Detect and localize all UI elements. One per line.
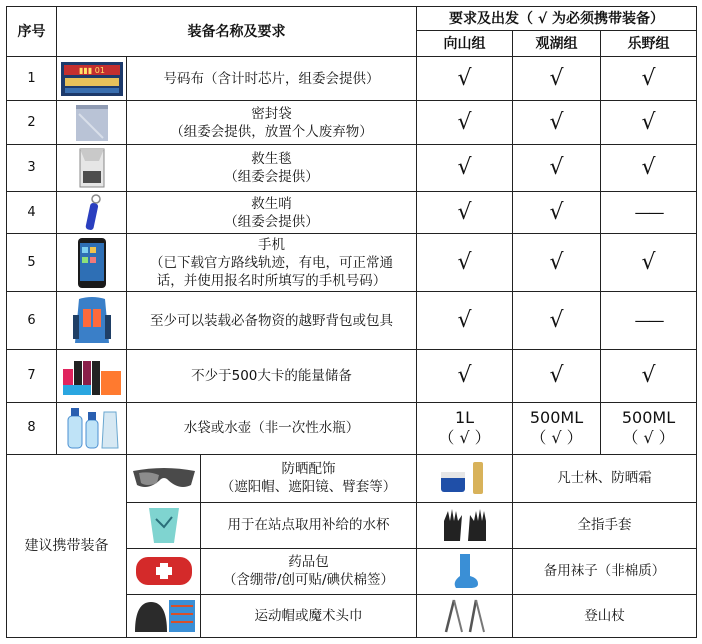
whistle-image [57,192,127,234]
table-row [7,145,697,192]
suggested-row [7,454,697,502]
phone-image [57,234,127,292]
check-mark: √ [601,234,697,292]
water-bottle-image [57,402,127,454]
not-required-dash: —— [601,192,697,234]
check-mark: √ [601,57,697,101]
equipment-table [6,6,696,638]
item-description: 密封袋 （组委会提供，放置个人废弃物） [127,101,417,145]
suggested-side-text: 登山杖 [513,594,697,637]
hat-image [127,594,201,637]
check-mark: √ [417,101,513,145]
row-seq: 2 [7,101,57,145]
check-mark: （ √ ） [438,428,491,448]
header-requirement: 要求及出发（ √ 为必须携带装备） [417,7,697,31]
check-mark: （ √ ） [530,428,583,448]
suggested-description: 运动帽或魔术头巾 [201,594,417,637]
vaseline-sunscreen-image [417,454,513,502]
header-group-1: 向山组 [417,31,513,57]
table-row [7,234,697,292]
check-mark: √ [513,145,601,192]
row-seq: 8 [7,402,57,454]
check-mark: √ [417,292,513,350]
sealed-bag-image [57,101,127,145]
header-seq: 序号 [7,7,57,57]
table-row [7,292,697,350]
header-group-2: 观湖组 [513,31,601,57]
row-seq: 3 [7,145,57,192]
suggested-description: 防晒配饰 （遮阳帽、遮阳镜、臂套等） [201,454,417,502]
header-group-3: 乐野组 [601,31,697,57]
bib-number-image [57,57,127,101]
item-description: 手机 （已下载官方路线轨迹，有电，可正常通 话，并使用报名时所填写的手机号码） [127,234,417,292]
check-mark: √ [513,350,601,402]
volume-value: 500ML [621,408,676,428]
suggested-label: 建议携带装备 [7,454,127,637]
check-mark: √ [601,101,697,145]
item-description: 救生哨 （组委会提供） [127,192,417,234]
check-mark: √ [417,192,513,234]
header-name: 装备名称及要求 [57,7,417,57]
row-seq: 5 [7,234,57,292]
sunglasses-image [127,454,201,502]
check-mark: √ [513,57,601,101]
volume-value: 1L [454,408,475,428]
trekking-poles-image [417,594,513,637]
check-mark: √ [417,57,513,101]
energy-food-image [57,350,127,402]
suggested-side-text: 凡士林、防晒霜 [513,454,697,502]
suggested-side-text: 全指手套 [513,502,697,548]
volume-value: 500ML [529,408,584,428]
first-aid-kit-image [127,548,201,594]
check-mark: √ [513,292,601,350]
not-required-dash: —— [601,292,697,350]
check-mark: （ √ ） [622,428,675,448]
suggested-side-text: 备用袜子（非棉质） [513,548,697,594]
sock-image [417,548,513,594]
backpack-image [57,292,127,350]
svg-text:▮▮▮ 01: ▮▮▮ 01 [78,65,105,75]
check-mark: √ [601,350,697,402]
item-description: 不少于500大卡的能量储备 [127,350,417,402]
item-description: 救生毯 （组委会提供） [127,145,417,192]
check-mark: √ [417,234,513,292]
gloves-image [417,502,513,548]
volume-requirement [417,402,513,454]
row-seq: 1 [7,57,57,101]
item-description: 至少可以装载必备物资的越野背包或包具 [127,292,417,350]
row-seq: 4 [7,192,57,234]
table-row [7,101,697,145]
check-mark: √ [513,192,601,234]
row-seq: 7 [7,350,57,402]
check-mark: √ [601,145,697,192]
volume-requirement [513,402,601,454]
check-mark: √ [513,101,601,145]
check-mark: √ [417,350,513,402]
table-row [7,192,697,234]
item-description: 水袋或水壶（非一次性水瓶） [127,402,417,454]
suggested-description: 药品包 （含绷带/创可贴/碘伏棉签） [201,548,417,594]
suggested-description: 用于在站点取用补给的水杯 [201,502,417,548]
check-mark: √ [417,145,513,192]
table-row [7,402,697,454]
emergency-blanket-image [57,145,127,192]
check-mark: √ [513,234,601,292]
item-description: 号码布（含计时芯片，组委会提供） [127,57,417,101]
table-row [7,57,697,101]
table-row [7,350,697,402]
cup-image [127,502,201,548]
volume-requirement [601,402,697,454]
row-seq: 6 [7,292,57,350]
